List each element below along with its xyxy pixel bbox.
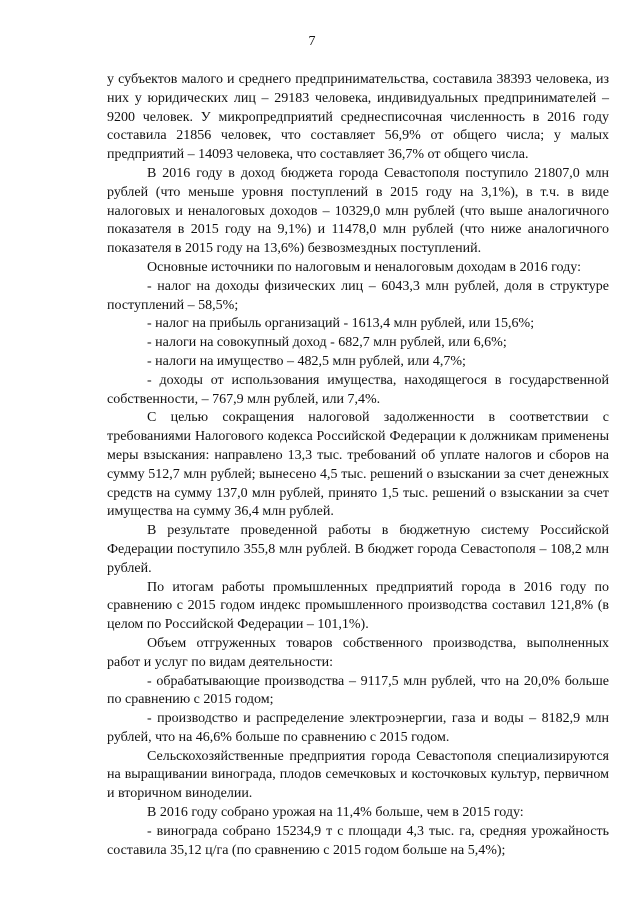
list-item-property-tax: - налоги на имущество – 482,5 млн рублей, или 4,7%;: [147, 353, 466, 369]
paragraph-shipped-goods: Объем отгруженных товаров собственного производства, выполненных работ и услуг по видам деятельности:: [107, 635, 609, 670]
paragraph-results: В результате проведенной работы в бюджетную систему Российской Федерации поступило 355,8 млн рублей. В бюджет города Севастополя – 108,2 млн рублей.: [107, 523, 609, 576]
list-item-property-income: - доходы от использования имущества, находящегося в государственной собственности, – 767,9 млн рублей, или 7,4%.: [107, 372, 609, 407]
paragraph-industry: По итогам работы промышленных предприятий города в 2016 году по сравнению с 2015 годом индекс промышленного производства составил 121,8% (в целом по Российской Федерации – 101,1%).: [107, 579, 609, 633]
list-item-grapes: - винограда собрано 15234,9 т с площади 4,3 тыс. га, средняя урожайность составила 35,12 ц/га (по сравнению с 2015 годом больше на 5,4%);: [107, 823, 609, 858]
list-item-aggregate-income-tax: - налоги на совокупный доход - 682,7 млн рублей, или 6,6%;: [147, 335, 507, 351]
paragraph-3: Основные источники по налоговым и неналоговым доходам в 2016 году:: [147, 259, 581, 275]
list-item-utilities: - производство и распределение электроэнергии, газа и воды – 8182,9 млн рублей, что на 46,6% больше по сравнению с 2015 годом.: [107, 711, 609, 745]
paragraph-1: у субъектов малого и среднего предпринимательства, составила 38393 человека, из них у юридических лиц – 29183 человека, индивидуальных предпринимателей – 9200 человек. У микропредприятий среднесписочная численность в 2016 году составила 21856 человек, что составляет 56,9% от общего числа; у малых предприятий – 14093 человека, что составляет 36,7% от общего числа.: [107, 72, 609, 163]
paragraph-agriculture: Сельскохозяйственные предприятия города Севастополя специализируются на выращивании винограда, плодов семечковых и косточковых культур, первичном и вторичном виноделии.: [107, 748, 609, 802]
paragraph-2: В 2016 году в доход бюджета города Севастополя поступило 21807,0 млн рублей (что меньше уровня поступлений в 2015 году на 3,1%), в т.ч. в виде налоговых и неналоговых доходов – 10329,0 млн рублей (что выше аналогичного показателя в 2015 году на 9,1%) и 11478,0 млн рублей (что ниже аналогичного показателя в 2015 году на 13,6%) безвозмездных поступлений.: [107, 165, 609, 257]
list-item-income-tax: - налог на доходы физических лиц – 6043,3 млн рублей, доля в структуре поступлений – 58,5%;: [107, 278, 609, 313]
document-body: [107, 71, 609, 860]
paragraph-tax-debt: С целью сокращения налоговой задолженности в соответствии с требованиями Налогового кодекса Российской Федерации к должникам применены меры взыскания: направлено 13,3 тыс. требований об уплате налогов и сборов на сумму 512,7 млн рублей; вынесено 4,5 тыс. решений о взыскании за счет денежных средств на сумму 137,0 млн рублей, принято 1,5 тыс. решений о взыскании за счет имущества на сумму 36,4 млн рублей.: [107, 410, 609, 520]
page-number: 7: [308, 34, 316, 49]
paragraph-harvest: В 2016 году собрано урожая на 11,4% больше, чем в 2015 году:: [147, 805, 524, 821]
list-item-manufacturing: - обрабатывающие производства – 9117,5 млн рублей, что на 20,0% больше по сравнению с 2015 годом;: [107, 673, 609, 708]
list-item-profit-tax: - налог на прибыль организаций - 1613,4 млн рублей, или 15,6%;: [147, 316, 535, 332]
